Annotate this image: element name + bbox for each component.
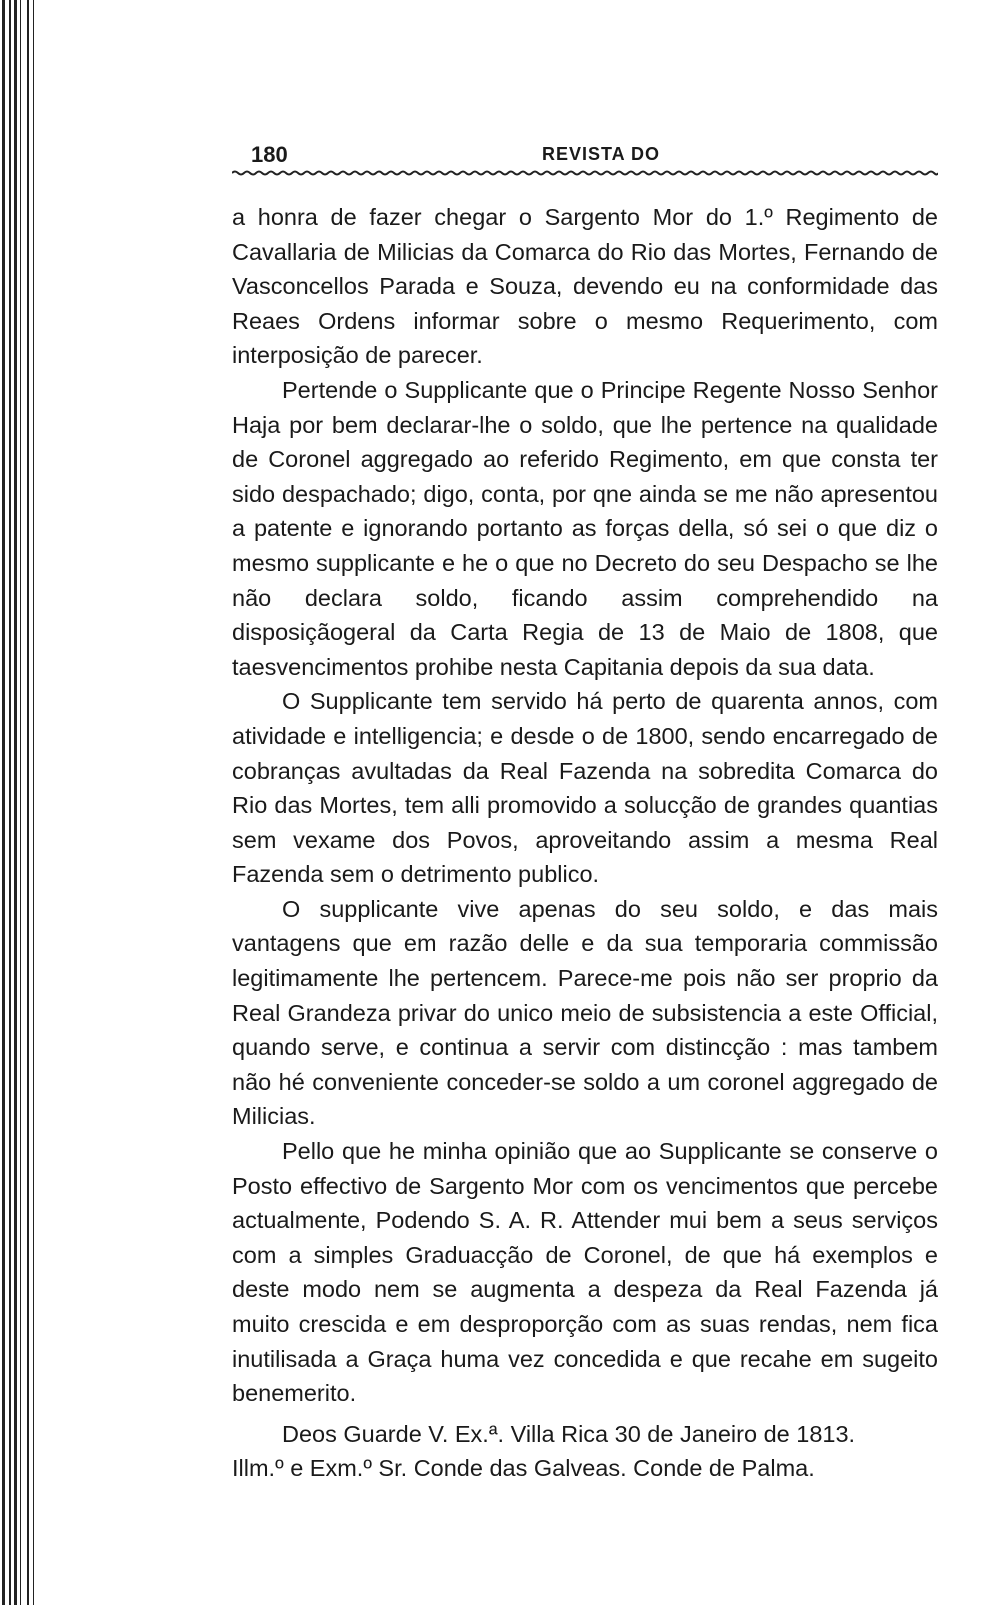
closing-signature: Illm.º e Exm.º Sr. Conde das Galveas. Conde de Palma. [232, 1455, 815, 1482]
paragraph: O supplicante vive apenas do seu soldo, e das mais vantagens que em razão delle e da sua temporaria commissão legitimamente lhe pertencem. Parece-me pois não ser proprio da Real Grandeza privar do unico meio de subsistencia a este Official, quando serve, e continua a servir com distincção : mas tambem não hé conveniente conceder-se soldo a um coronel aggregado de Milicias. [232, 895, 938, 1130]
paragraph: Pertende o Supplicante que o Principe Regente Nosso Senhor Haja por bem declarar-lhe o soldo, que lhe pertence na qualidade de Coronel aggregado ao referido Regimento, em que consta ter sido despachado; digo, conta, por qne ainda se me não apresentou a patente e ignorando portanto as forças della, só sei o que diz o mesmo supplicante e he o que no Decreto do seu Despacho se lhe não declara soldo, ficando assim comprehendido na disposiçãogeral da Carta Regia de 13 de Maio de 1808, que taesvencimentos prohibe nesta Capitania depois da sua data. [232, 376, 938, 680]
closing-salutation: Deos Guarde V. Ex.ª. Villa Rica 30 de Janeiro de 1813. [282, 1420, 856, 1447]
paragraph-continuation: a honra de fazer chegar o Sargento Mor do 1.º Regimento de Cavallaria de Milicias da Comarca do Rio das Mortes, Fernando de Vasconcellos Parada e Souza, devendo eu na conformidade das Reaes Ordens informar sobre o mesmo Requerimento, com interposição de parecer. [232, 204, 938, 369]
page-header [232, 140, 938, 180]
running-title: REVISTA DO [542, 144, 661, 164]
page-number: 180 [251, 142, 288, 167]
article-body [232, 200, 938, 1486]
page-binding-edge [0, 0, 40, 1605]
paragraph: O Supplicante tem servido há perto de quarenta annos, com atividade e intelligencia; e desde o de 1800, sendo encarregado de cobranças avultadas da Real Fazenda na sobredita Comarca do Rio das Mortes, tem alli promovido a solucção de grandes quantias sem vexame dos Povos, aproveitando assim a mesma Real Fazenda sem o detrimento publico. [232, 688, 938, 888]
header-rule [232, 170, 938, 178]
paragraph: Pello que he minha opinião que ao Supplicante se conserve o Posto effectivo de Sargento Mor com os vencimentos que percebe actualmente, Podendo S. A. R. Attender mui bem a seus serviços com a simples Graduacção de Coronel, de que há exemplos e deste modo nem se augmenta a despeza da Real Fazenda já muito crescida e em desproporção com as suas rendas, nem fica inutilisada a Graça huma vez concedida e que recahe em sugeito benemerito. [232, 1138, 938, 1407]
letter-closing [232, 1417, 938, 1486]
